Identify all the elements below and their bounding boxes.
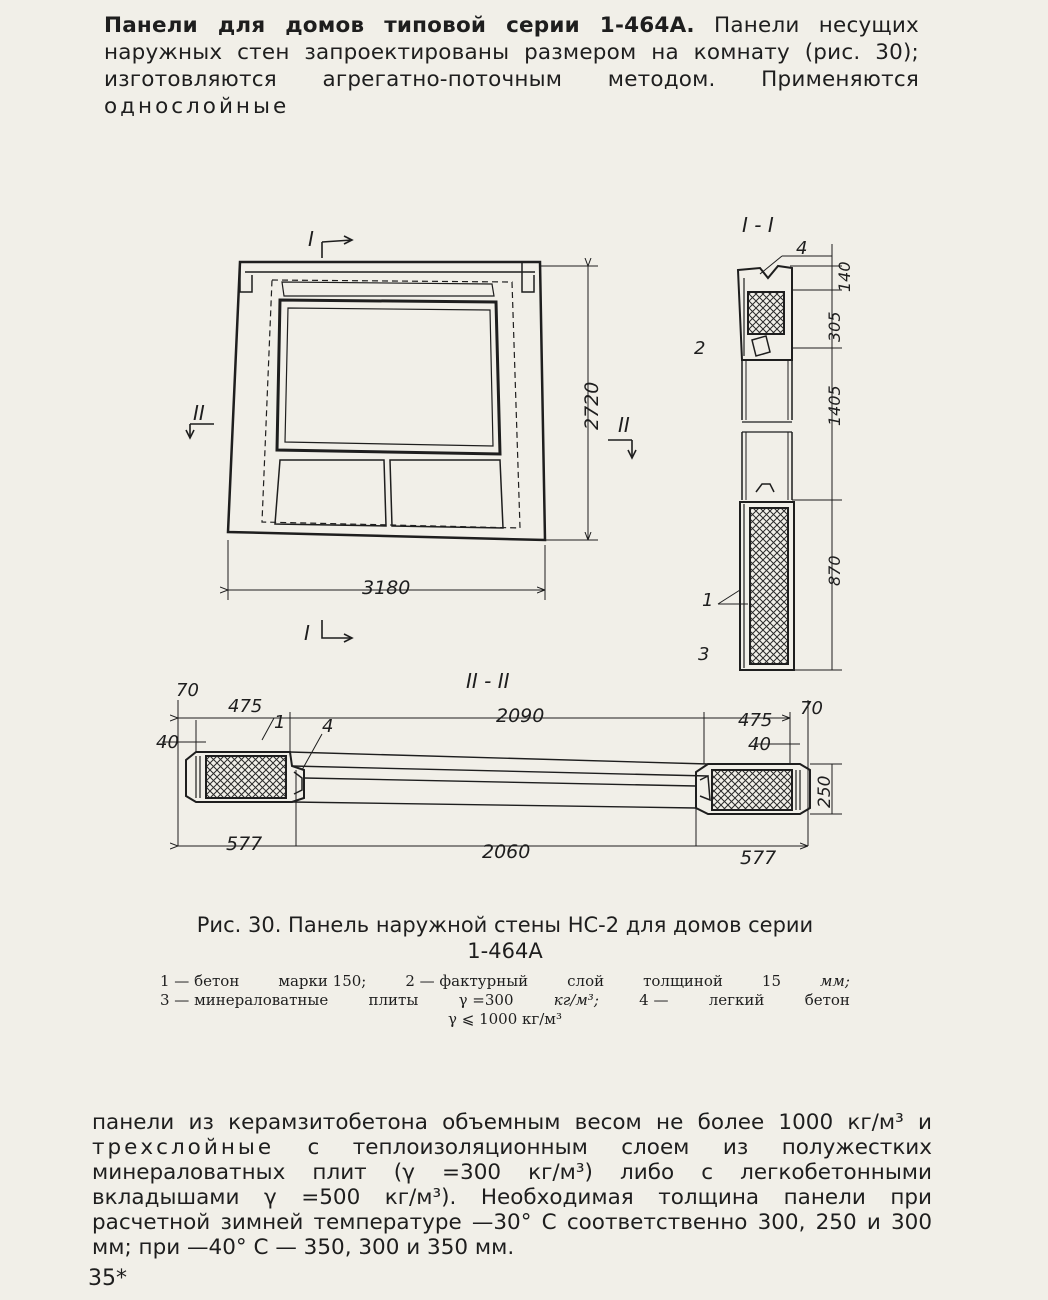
body-spaced-word: трехслойные (92, 1135, 275, 1160)
legend-r3: γ ⩽ 1000 кг/м³ (448, 1010, 562, 1028)
legend-row-2 (160, 991, 850, 1010)
section-ii-right-end (696, 764, 810, 814)
front-view (186, 236, 636, 642)
section-ii-title: II - II (466, 669, 510, 693)
body-line-1: панели из керамзитобетона объемным весом не более 1000 кг/м³ и (92, 1110, 932, 1135)
section-ii-connecting-lines (290, 752, 708, 808)
legend-r1-b: марки 150; (278, 972, 367, 990)
section-i-marks (322, 236, 352, 642)
legend-r1-a: 1 — бетон (160, 972, 240, 990)
section-i-dim-305: 305 (825, 311, 844, 342)
section-i-dim-1405: 1405 (825, 385, 844, 426)
body-paragraph (92, 1110, 932, 1260)
front-height-label: 2720 (581, 381, 603, 430)
section-ii-dim-left-40: 40 (156, 732, 179, 753)
legend-r2-c: γ =300 (458, 991, 514, 1009)
section-i-dim-140: 140 (835, 261, 854, 292)
caption-line-2: 1-464А (467, 939, 543, 963)
figure-caption (160, 912, 850, 964)
section-i-view (718, 244, 842, 670)
intro-spaced-word: однослойные (104, 94, 290, 119)
section-ii-callout-4: 4 (322, 716, 334, 737)
section-ii-dim-left-475: 475 (228, 696, 263, 717)
legend-r1-e: толщиной (643, 972, 723, 990)
intro-lead: Панели для домов типовой серии 1-464А. (104, 13, 695, 38)
section-i-callout-3: 3 (698, 644, 710, 665)
section-i-lower-part (740, 432, 794, 670)
section-i-bottom-label: I (304, 621, 310, 645)
section-i-upper-part (738, 266, 792, 432)
section-ii-dim-250: 250 (815, 775, 835, 808)
section-i-title: I - I (742, 213, 774, 237)
legend-r1-f: 15 (761, 972, 781, 990)
section-i-top-label: I (308, 227, 314, 251)
legend-r2-f: легкий (708, 991, 765, 1009)
section-ii-dim-left-70: 70 (176, 680, 199, 701)
panel-drawing (150, 200, 910, 900)
figure-legend (160, 972, 850, 1029)
section-ii-left-end (186, 752, 304, 802)
page-number: 35* (88, 1266, 127, 1291)
legend-r2-d: кг/м³; (553, 991, 599, 1009)
section-ii-dim-right-70: 70 (800, 698, 823, 719)
section-ii-dim-bottom-2060: 2060 (482, 841, 531, 863)
legend-r2-g: бетон (804, 991, 850, 1009)
body-rest: с теплоизоляционным слоем из полужестких минераловатных плит (γ =300 кг/м³) либо с легкобетонными вкладышами γ =500 кг/м³). Необходимая толщина панели при расчетной зимней температуре —30° С соответственно 300, 250 и 300 мм; при —40° С — 350, 300 и 350 мм. (92, 1135, 932, 1260)
section-i-dim-870: 870 (825, 555, 844, 586)
legend-r2-a: 3 — минераловатные (160, 991, 329, 1009)
section-ii-dim-right-475: 475 (738, 710, 773, 731)
section-ii-dim-bottom-left-577: 577 (226, 833, 263, 855)
legend-row-1 (160, 972, 850, 991)
section-ii-dim-right-40: 40 (748, 734, 771, 755)
legend-r2-b: плиты (368, 991, 419, 1009)
caption-line-1: Рис. 30. Панель наружной стены НС-2 для домов серии (196, 913, 814, 937)
front-view-panel-outline (228, 262, 545, 540)
section-i-callout-1: 1 (702, 590, 714, 611)
section-ii-dim-top-2090: 2090 (496, 705, 545, 727)
legend-r1-c: 2 — фактурный (405, 972, 529, 990)
front-width-label: 3180 (362, 577, 411, 599)
legend-r2-e: 4 — (639, 991, 669, 1009)
section-ii-callout-1: 1 (274, 712, 286, 733)
section-i-callout-2: 2 (694, 338, 706, 359)
legend-r1-d: слой (567, 972, 605, 990)
section-i-callout-4: 4 (796, 238, 808, 259)
legend-r1-g: мм; (819, 972, 850, 990)
legend-row-3 (160, 1010, 850, 1029)
section-ii-right-label: II (618, 413, 630, 437)
intro-text: Панели несущих наружных стен запроектированы размером на комнату (рис. 30); изготовляются агрегатно-поточным методом. Применяются (104, 13, 919, 92)
intro-paragraph (104, 12, 919, 120)
section-ii-dim-bottom-right-577: 577 (740, 847, 777, 869)
section-ii-left-label: II (193, 401, 205, 425)
